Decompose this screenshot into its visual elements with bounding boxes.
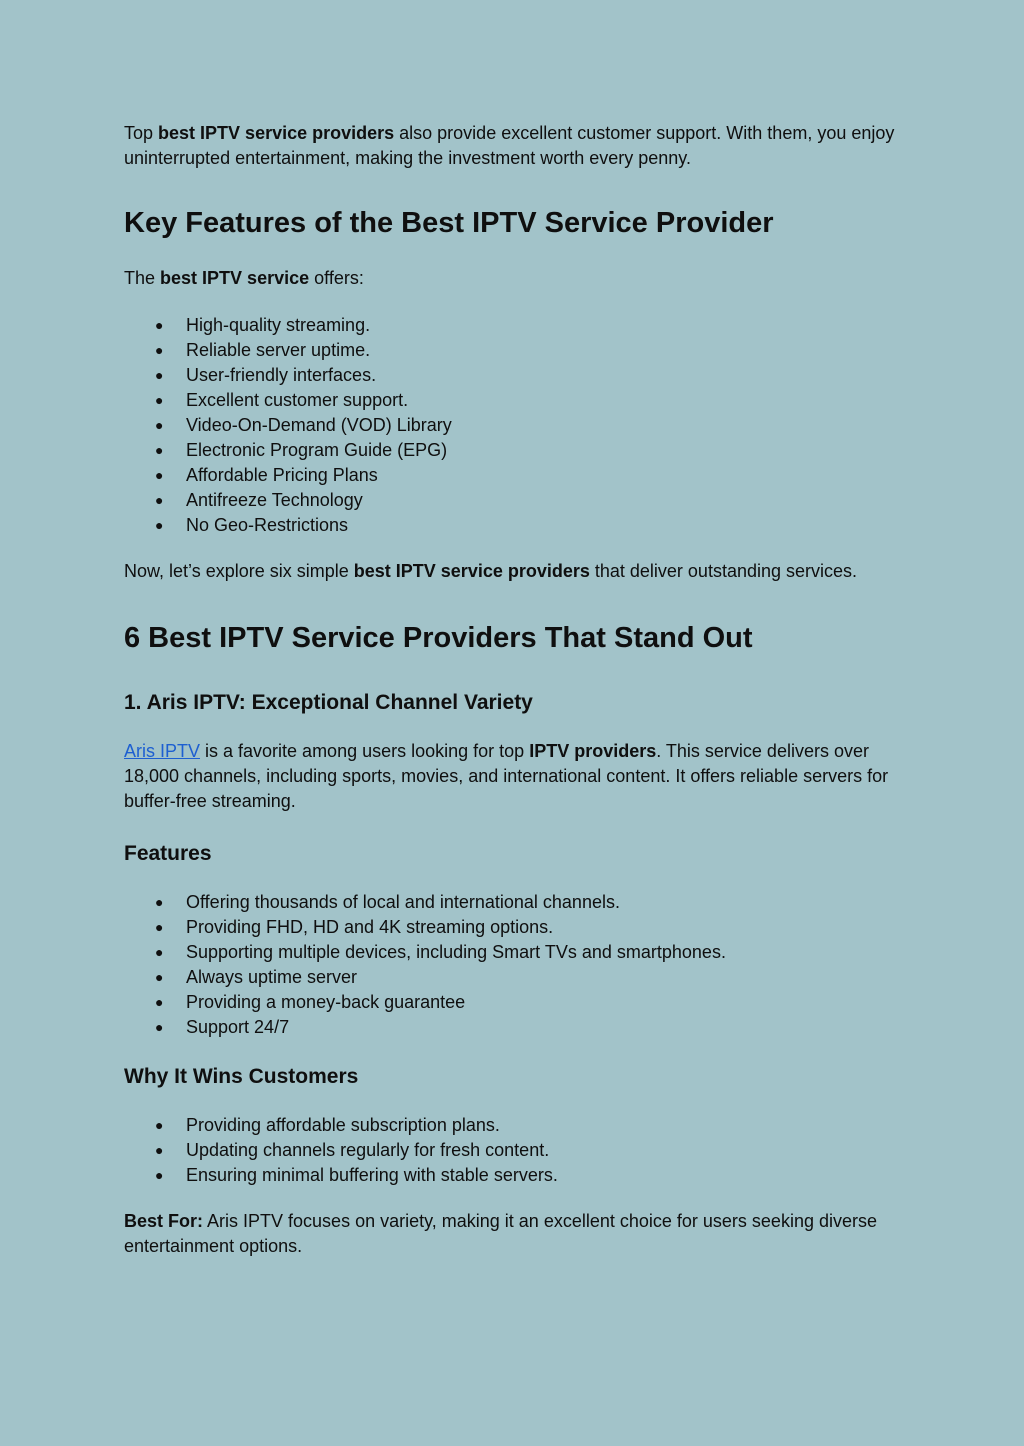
list-item: ● Video-On-Demand (VOD) Library: [124, 413, 914, 438]
bullet-icon: ●: [155, 1142, 164, 1158]
intro-text-before: Top: [124, 123, 159, 143]
bullet-icon: ●: [155, 894, 164, 910]
key-features-list: [124, 313, 914, 538]
aris-features-heading: Features: [124, 842, 212, 865]
list-item: ● Reliable server uptime.: [124, 338, 914, 363]
list-item: ● No Geo-Restrictions: [124, 513, 914, 538]
list-item: ● Affordable Pricing Plans: [124, 463, 914, 488]
why-wins-list: [124, 1113, 914, 1188]
list-item: ● Supporting multiple devices, including Smart TVs and smartphones.: [124, 940, 914, 965]
offers-text-before: The: [124, 268, 161, 288]
providers-heading: 6 Best IPTV Service Providers That Stand Out: [124, 622, 753, 654]
aris-desc-after: . This service delivers over 18,000 channels, including sports, movies, and international content. It offers reliable servers for buffer-free streaming.: [124, 741, 889, 811]
list-item: ● Support 24/7: [124, 1015, 914, 1040]
aris-iptv-link[interactable]: Aris IPTV: [124, 741, 201, 761]
list-item: ● Antifreeze Technology: [124, 488, 914, 513]
aris-description: [124, 739, 914, 814]
intro-paragraph: [124, 121, 914, 171]
document-page: [124, 121, 914, 1259]
bullet-icon: ●: [155, 417, 164, 433]
bullet-icon: ●: [155, 994, 164, 1010]
list-item: ● Ensuring minimal buffering with stable servers.: [124, 1163, 914, 1188]
best-for-label: Best For:: [124, 1211, 204, 1231]
aris-desc-mid: is a favorite among users looking for top: [200, 741, 530, 761]
list-item: ● Providing a money-back guarantee: [124, 990, 914, 1015]
why-wins-heading: Why It Wins Customers: [124, 1065, 359, 1088]
aris-desc-bold: IPTV providers: [529, 741, 657, 761]
explore-text-before: Now, let’s explore six simple: [124, 561, 354, 581]
bullet-icon: ●: [155, 517, 164, 533]
explore-paragraph: [124, 559, 914, 584]
bullet-icon: ●: [155, 392, 164, 408]
bullet-icon: ●: [155, 342, 164, 358]
bullet-icon: ●: [155, 969, 164, 985]
list-item: ● Electronic Program Guide (EPG): [124, 438, 914, 463]
list-item: ● High-quality streaming.: [124, 313, 914, 338]
list-item: ● Offering thousands of local and international channels.: [124, 890, 914, 915]
offers-paragraph: [124, 266, 914, 291]
bullet-icon: ●: [155, 1117, 164, 1133]
explore-text-after: that deliver outstanding services.: [589, 561, 858, 581]
list-item: ● User-friendly interfaces.: [124, 363, 914, 388]
offers-bold-text: best IPTV service: [160, 268, 310, 288]
bullet-icon: ●: [155, 1167, 164, 1183]
intro-bold-text: best IPTV service providers: [158, 123, 395, 143]
best-for-paragraph: [124, 1209, 914, 1259]
key-features-heading: Key Features of the Best IPTV Service Provider: [124, 207, 774, 239]
bullet-icon: ●: [155, 442, 164, 458]
list-item: ● Excellent customer support.: [124, 388, 914, 413]
bullet-icon: ●: [155, 492, 164, 508]
aris-features-list: [124, 890, 914, 1040]
list-item: ● Updating channels regularly for fresh content.: [124, 1138, 914, 1163]
bullet-icon: ●: [155, 919, 164, 935]
bullet-icon: ●: [155, 944, 164, 960]
intro-text-after: also provide excellent customer support. With them, you enjoy uninterrupted entertainment, making the investment worth every penny.: [124, 123, 895, 168]
bullet-icon: ●: [155, 367, 164, 383]
bullet-icon: ●: [155, 467, 164, 483]
bullet-icon: ●: [155, 317, 164, 333]
explore-bold-text: best IPTV service providers: [353, 561, 590, 581]
aris-heading: 1. Aris IPTV: Exceptional Channel Variety: [124, 691, 533, 714]
best-for-text: Aris IPTV focuses on variety, making it an excellent choice for users seeking diverse entertainment options.: [124, 1211, 877, 1256]
list-item: ● Providing FHD, HD and 4K streaming options.: [124, 915, 914, 940]
list-item: ● Always uptime server: [124, 965, 914, 990]
offers-text-after: offers:: [309, 268, 364, 288]
bullet-icon: ●: [155, 1019, 164, 1035]
list-item: ● Providing affordable subscription plans.: [124, 1113, 914, 1138]
